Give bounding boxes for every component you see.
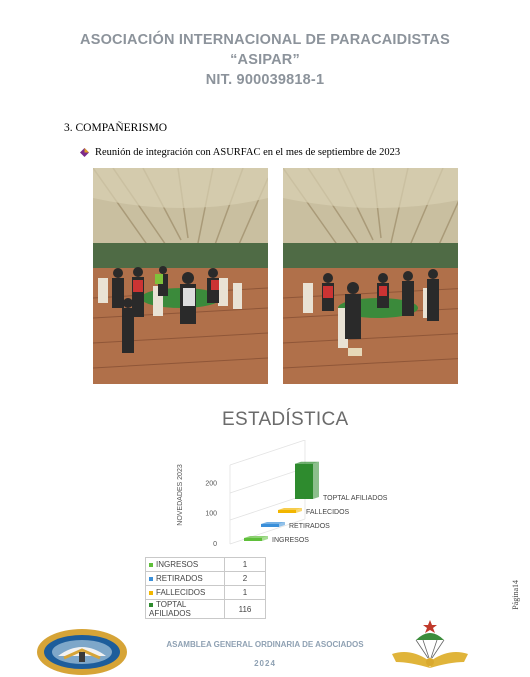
chart-bar: [295, 462, 319, 499]
chart-bar: [278, 508, 302, 513]
table-value-cell: 1: [225, 586, 266, 600]
event-photo-1: [93, 168, 268, 384]
diamond-bullet-icon: [80, 148, 89, 157]
table-value-cell: 1: [225, 558, 266, 572]
legend-label: TOPTAL AFILIADOS: [149, 600, 191, 618]
section-title: 3. COMPAÑERISMO: [64, 122, 168, 134]
table-row: [146, 600, 266, 619]
bullet-item: [80, 147, 400, 158]
table-label-cell: [146, 586, 225, 600]
table-row: [146, 572, 266, 586]
y-axis-label: NOVEDADES 2023: [177, 464, 184, 526]
table-value-cell: 2: [225, 572, 266, 586]
legend-label: INGRESOS: [156, 560, 199, 569]
table-value-cell: 116: [225, 600, 266, 619]
legend-swatch: [149, 563, 153, 567]
chart-bar: [261, 522, 285, 527]
header-acronym: “ASIPAR”: [230, 52, 300, 68]
footer-assembly: ASAMBLEA GENERAL ORDINARIA DE ASOCIADOS: [166, 640, 364, 649]
legend-label: FALLECIDOS: [156, 588, 206, 597]
category-label: INGRESOS: [272, 537, 309, 544]
header-nit: NIT. 900039818-1: [205, 72, 325, 88]
y-ticks: [205, 480, 217, 548]
table-label-cell: [146, 572, 225, 586]
event-photo-2: [283, 168, 458, 384]
chart-data-table: [145, 557, 266, 619]
page-number: Página14: [511, 580, 520, 610]
table-row: [146, 586, 266, 600]
chart-bar: [244, 536, 268, 541]
category-label: RETIRADOS: [289, 523, 330, 530]
y-tick-label: 0: [213, 541, 217, 548]
legend-swatch: [149, 591, 153, 595]
bar-labels: [272, 495, 388, 544]
asipar-seal-logo: [36, 628, 128, 676]
table-label-cell: [146, 558, 225, 572]
legend-label: RETIRADOS: [156, 574, 203, 583]
statistics-chart: [160, 440, 420, 552]
bullet-text: Reunión de integración con ASURFAC en el mes de septiembre de 2023: [95, 147, 401, 158]
y-tick-label: 200: [205, 480, 217, 488]
legend-swatch: [149, 577, 153, 581]
category-label: TOPTAL AFILIADOS: [323, 495, 388, 502]
footer-year: 2024: [254, 659, 276, 668]
table-row: [146, 558, 266, 572]
legend-swatch: [149, 603, 153, 607]
chart-title: ESTADÍSTICA: [222, 409, 349, 430]
table-label-cell: [146, 600, 225, 619]
category-label: FALLECIDOS: [306, 509, 350, 516]
parachute-wings-logo: [390, 618, 470, 676]
header-title: ASOCIACIÓN INTERNACIONAL DE PARACAIDISTAS: [80, 32, 450, 48]
document-header: [0, 30, 530, 90]
y-tick-label: 100: [205, 510, 217, 518]
